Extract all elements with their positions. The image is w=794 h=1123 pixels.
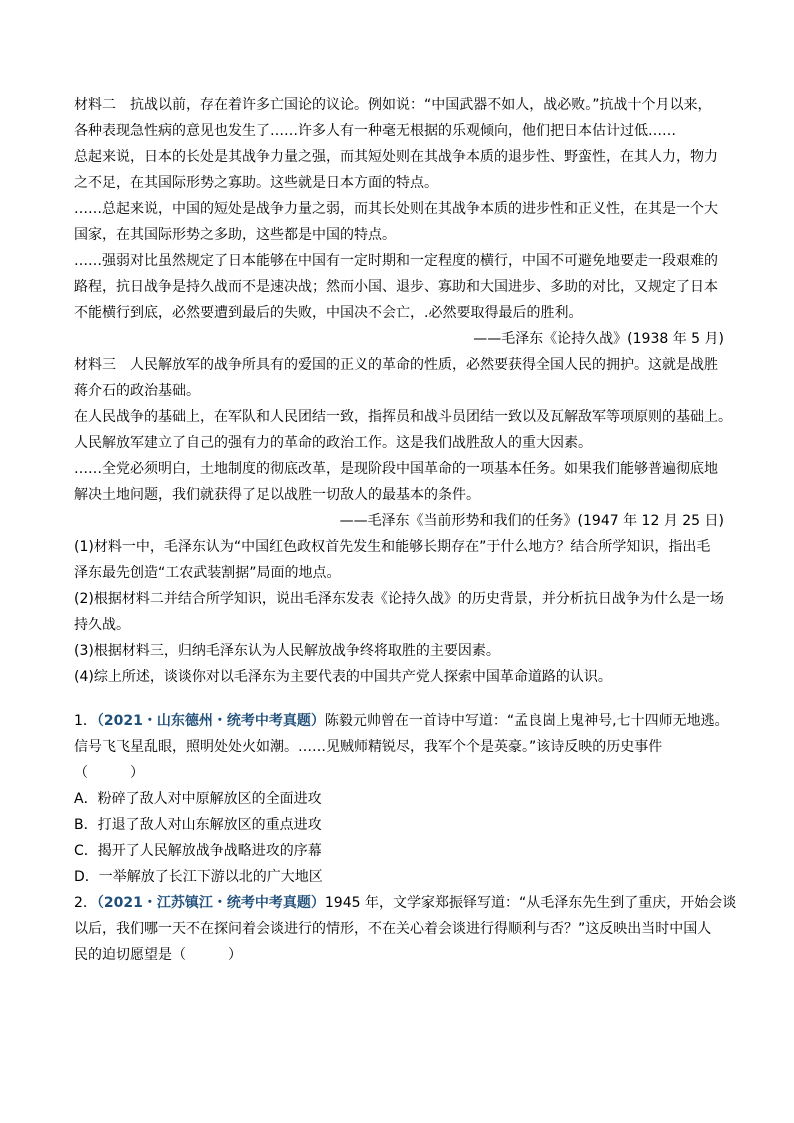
question-2-stem — [74, 890, 737, 916]
material-2-source: ——毛泽东《论持久战》(1938 年 5 月) — [473, 331, 724, 347]
option-c: C．揭开了人民解放战争战略进攻的序幕 — [74, 843, 322, 859]
sub-question-line: (1)材料一中，毛泽东认为“中国红色政权首先发生和能够长期存在”于什么地方？结合所学知识，指出毛 — [74, 539, 711, 555]
sub-question-line: (2)根据材料二并结合所学知识，说出毛泽东发表《论持久战》的历史背景，并分析抗日战争为什么是一场 — [74, 591, 724, 607]
question-1-stem — [74, 708, 734, 734]
material-2-line: 各种表现急性病的意见也发生了……许多人有一种毫无根据的乐观倾向，他们把日本估计过低…… — [74, 123, 676, 139]
material-2-line: 总起来说，日本的长处是其战争力量之强，而其短处则在其战争本质的退步性、野蛮性，在其人力，物力 — [74, 149, 718, 165]
material-2-line: ……总起来说，中国的短处是战争力量之弱，而其长处则在其战争本质的进步性和正义性，在其是一个大 — [74, 201, 718, 217]
material-3-line: ……全党必须明白，土地制度的彻底改革，是现阶段中国革命的一项基本任务。如果我们能够普遍彻底地 — [74, 461, 718, 477]
sub-questions — [74, 534, 734, 690]
sub-question-line: (3)根据材料三，归纳毛泽东认为人民解放战争终将取胜的主要因素。 — [74, 643, 500, 659]
material-3-line: 解决土地问题，我们就获得了足以战胜一切敌人的最基本的条件。 — [74, 487, 480, 503]
material-2-line: 之不足，在其国际形势之寡助。这些就是日本方面的特点。 — [74, 175, 438, 191]
material-2 — [74, 92, 734, 352]
question-number: 2． — [74, 895, 97, 911]
material-2-line: 材料二 抗战以前，存在着许多亡国论的议论。例如说：“中国武器不如人，战必败。”抗战十个月以来， — [74, 97, 712, 113]
material-3-line: 人民解放军建立了自己的强有力的革命的政治工作。这是我们战胜敌人的重大因素。 — [74, 435, 592, 451]
document-content — [74, 92, 737, 968]
material-3 — [74, 352, 734, 534]
sub-question-line: 泽东最先创造“工农武装割据”局面的地点。 — [74, 565, 341, 581]
option-b: B．打退了敌人对山东解放区的重点进攻 — [74, 817, 322, 833]
source-tag: （2021・山东德州・统考中考真题） — [96, 713, 325, 729]
question-stem-text: 1945 年，文学家郑振铎写道：“从毛泽东先生到了重庆，开始会谈 — [324, 895, 737, 911]
question-1-stem-line: 信号飞飞星乱眼，照明处处火如潮。……见贼师精锐尽，我军个个是英豪。”该诗反映的历史事件 — [74, 739, 663, 755]
sub-question-line: 持久战。 — [74, 617, 130, 633]
source-tag: （2021・江苏镇江・统考中考真题） — [96, 895, 325, 911]
option-d: D．一举解放了长江下游以北的广大地区 — [74, 869, 323, 885]
question-2 — [74, 890, 737, 968]
section-gap — [74, 690, 734, 708]
material-3-source: ——毛泽东《当前形势和我们的任务》(1947 年 12 月 25 日) — [339, 513, 724, 529]
question-stem-text: 陈毅元帅曾在一首诗中写道：“孟良崮上鬼神号,七十四师无地逃。 — [324, 713, 729, 729]
question-1 — [74, 708, 734, 890]
question-2-stem-line: 以后，我们哪一天不在探问着会谈进行的情形，不在关心着会谈进行得顺利与否？”这反映出当时中国人 — [74, 921, 712, 937]
material-2-line: 不能横行到底，必然要遭到最后的失败，中国决不会亡，.必然要取得最后的胜利。 — [74, 305, 583, 321]
question-2-stem-line: 民的迫切愿望是（ ） — [74, 947, 242, 963]
material-3-line: 蒋介石的政治基础。 — [74, 383, 200, 399]
question-number: 1． — [74, 713, 97, 729]
material-3-line: 在人民战争的基础上，在军队和人民团结一致，指挥员和战斗员团结一致以及瓦解敌军等项原则的基础上。 — [74, 409, 732, 425]
material-2-line: 路程，抗日战争是持久战而不是速决战；然而小国、退步、寡助和大国进步、多助的对比，又规定了日本 — [74, 279, 718, 295]
answer-blank: （ ） — [74, 765, 144, 781]
material-2-line: ……强弱对比虽然规定了日本能够在中国有一定时期和一定程度的横行，中国不可避免地要走一段艰难的 — [74, 253, 718, 269]
material-3-line: 材料三 人民解放军的战争所具有的爱国的正义的革命的性质，必然要获得全国人民的拥护。这就是战胜 — [74, 357, 718, 373]
option-a: A．粉碎了敌人对中原解放区的全面进攻 — [74, 791, 322, 807]
material-2-line: 国家，在其国际形势之多助，这些都是中国的特点。 — [74, 227, 396, 243]
sub-question-line: (4)综上所述，谈谈你对以毛泽东为主要代表的中国共产党人探索中国革命道路的认识。 — [74, 669, 612, 685]
